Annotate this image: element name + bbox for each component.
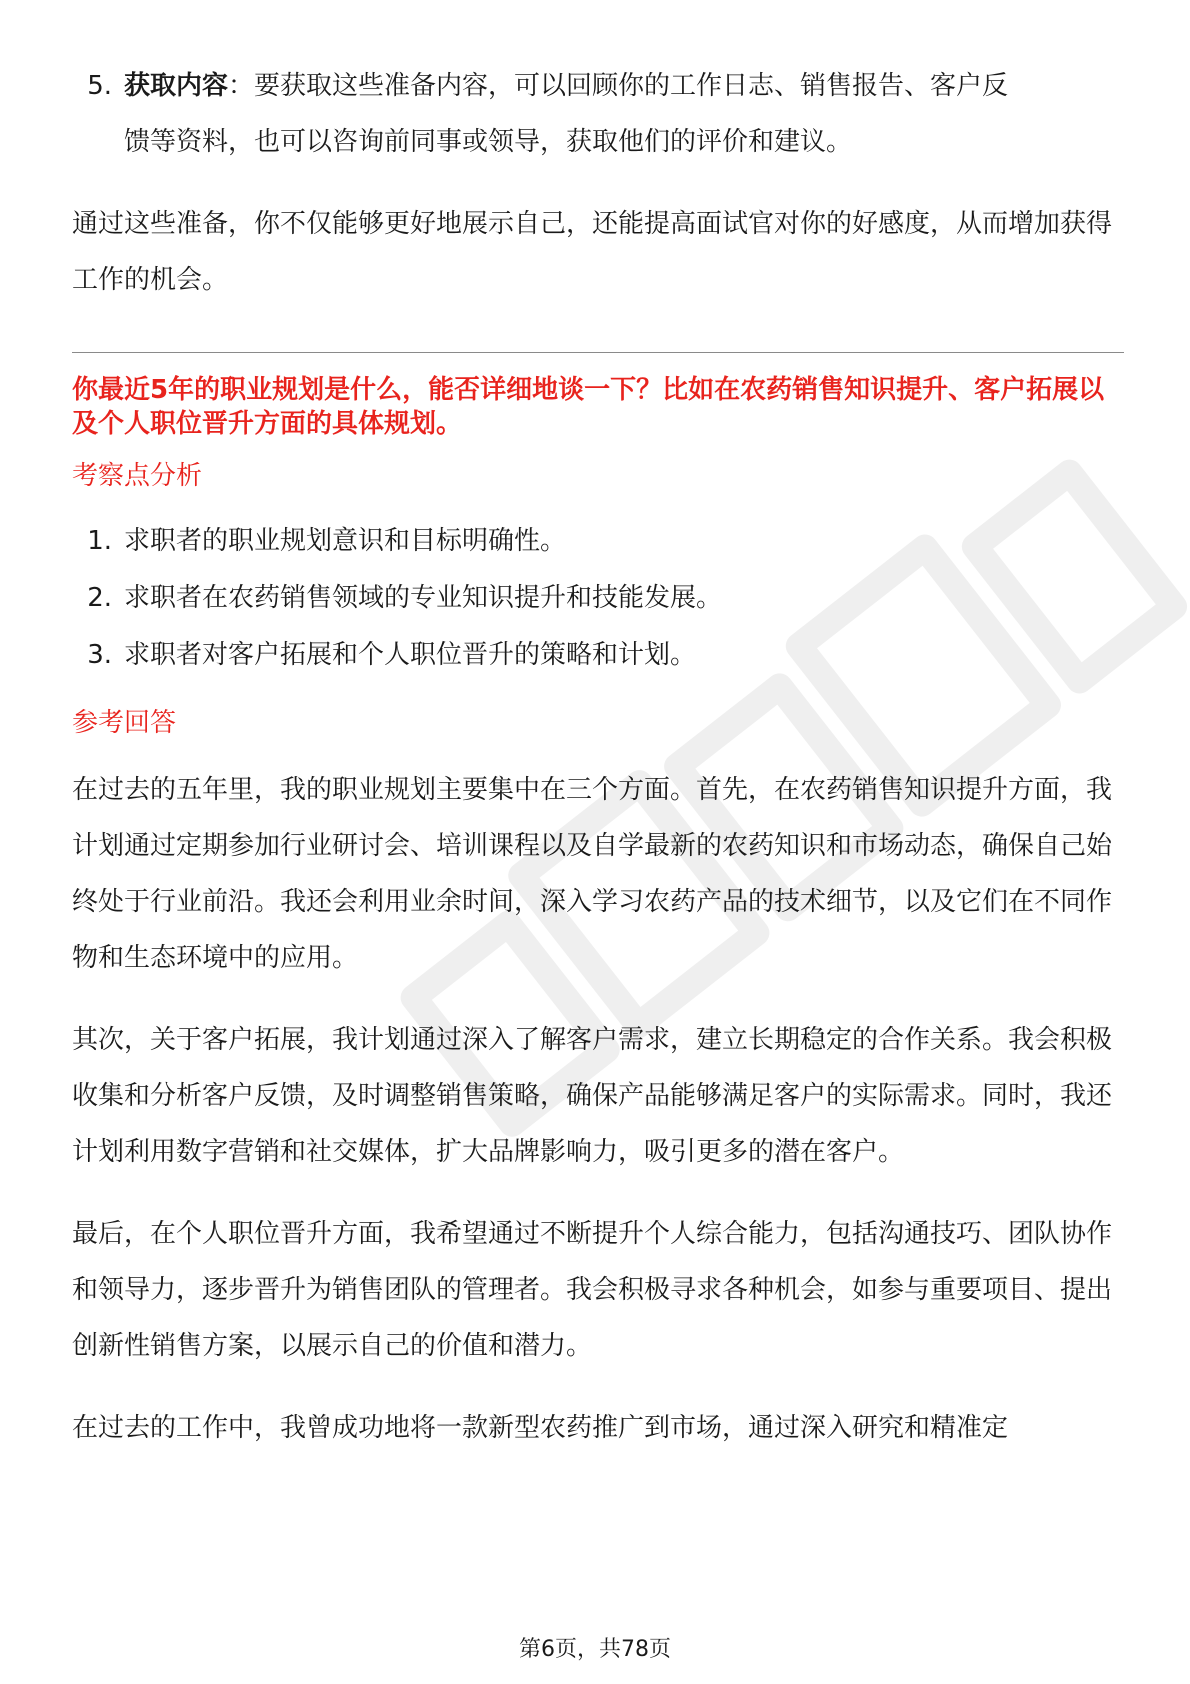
- list-number: 2.: [87, 583, 112, 613]
- list-item-5: [72, 58, 1124, 170]
- answer-heading: 参考回答: [72, 708, 177, 738]
- analysis-item: [72, 627, 1124, 684]
- interview-question: 你最近5年的职业规划是什么，能否详细地谈一下？比如在农药销售知识提升、客户拓展以及个人职位晋升方面的具体规划。: [72, 375, 1105, 439]
- analysis-heading: 考察点分析: [72, 461, 203, 491]
- answer-paragraph: 在过去的五年里，我的职业规划主要集中在三个方面。首先，在农药销售知识提升方面，我计划通过定期参加行业研讨会、培训课程以及自学最新的农药知识和市场动态，确保自己始终处于行业前沿。我还会利用业余时间，深入学习农药产品的技术细节，以及它们在不同作物和生态环境中的应用。: [72, 775, 1113, 973]
- list-item-line2: 馈等资料，也可以咨询前同事或领导，获取他们的评价和建议。: [124, 127, 853, 157]
- document-content: [72, 58, 1124, 1456]
- list-item-title: 获取内容: [124, 71, 229, 101]
- list-number: 1.: [87, 526, 112, 556]
- list-item-text: 求职者在农药销售领域的专业知识提升和技能发展。: [124, 583, 723, 613]
- analysis-item: [72, 570, 1124, 627]
- analysis-item: [72, 513, 1124, 570]
- list-item-line1: 要获取这些准备内容，可以回顾你的工作日志、销售报告、客户反: [254, 71, 1009, 101]
- page-footer: 第6页，共78页: [519, 1637, 671, 1662]
- summary-paragraph: 通过这些准备，你不仅能够更好地展示自己，还能提高面试官对你的好感度，从而增加获得工作的机会。: [72, 209, 1113, 295]
- list-number: 3.: [87, 640, 112, 670]
- list-item-text: [124, 58, 1124, 170]
- list-item-text: 求职者对客户拓展和个人职位晋升的策略和计划。: [124, 640, 697, 670]
- answer-paragraph: 在过去的工作中，我曾成功地将一款新型农药推广到市场，通过深入研究和精准定: [72, 1413, 1009, 1443]
- answer-paragraph: 其次，关于客户拓展，我计划通过深入了解客户需求，建立长期稳定的合作关系。我会积极收集和分析客户反馈，及时调整销售策略，确保产品能够满足客户的实际需求。同时，我还计划利用数字营销和社交媒体，扩大品牌影响力，吸引更多的潜在客户。: [72, 1025, 1113, 1167]
- analysis-list: [72, 513, 1124, 684]
- title-colon: ：: [228, 71, 255, 101]
- answer-paragraph: 最后，在个人职位晋升方面，我希望通过不断提升个人综合能力，包括沟通技巧、团队协作和领导力，逐步晋升为销售团队的管理者。我会积极寻求各种机会，如参与重要项目、提出创新性销售方案，以展示自己的价值和潜力。: [72, 1219, 1113, 1361]
- list-item-text: 求职者的职业规划意识和目标明确性。: [124, 526, 567, 556]
- list-number: 5.: [87, 71, 112, 101]
